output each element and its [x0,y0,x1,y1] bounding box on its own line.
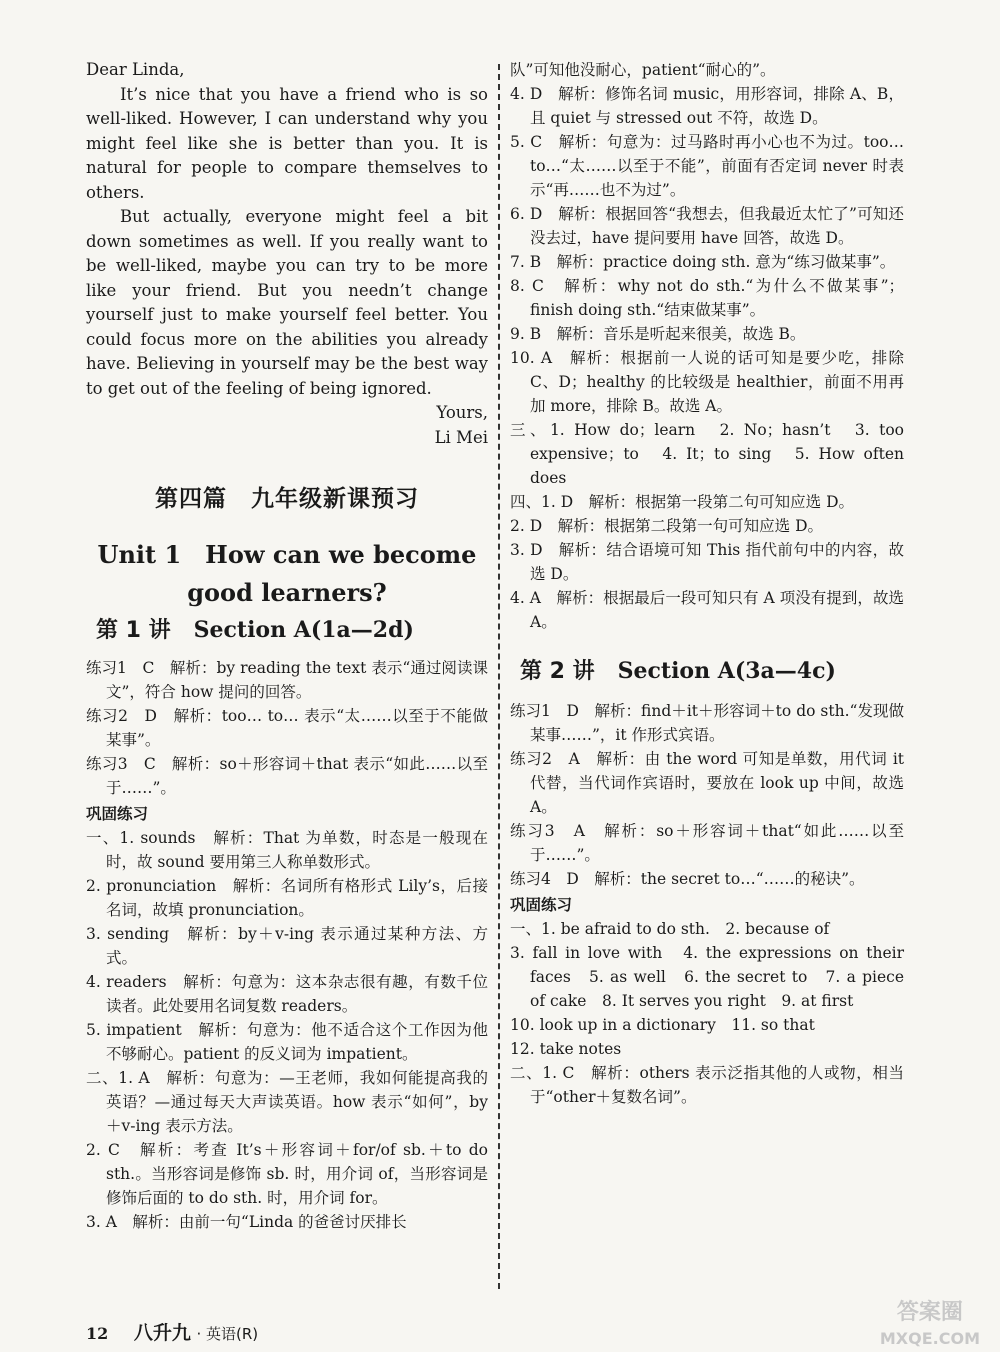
answer-item: 5. C 解析：句意为：过马路时再小心也不为过。too… to…“太……以至于不能”，前面有否定词 never 时表示“再……也不为过”。 [510,133,904,199]
letter-signature: Li Mei [434,427,488,447]
answer-item: 3. sending 解析：by＋v-ing 表示通过某种方法、方式。 [86,925,488,967]
answer-item: 一、1. sounds 解析：That 为单数，时态是一般现在时，故 sound 要用第三人称单数形式。 [86,829,488,871]
watermark [880,1300,980,1352]
left-column [86,58,488,1234]
answer-item: 7. B 解析：practice doing sth. 意为“练习做某事”。 [510,253,896,271]
exercise-item: 练习1 C 解析：by reading the text 表示“通过阅读课文”，符合 how 提问的回答。 [86,659,488,701]
answer-item: 2. D 解析：根据第二段第一句可知应选 D。 [510,517,823,535]
exercise-item: 练习1 D 解析：find＋it＋形容词＋to do sth.“发现做某事……”，it 作形式宾语。 [510,702,904,744]
answer-item: 三、1. How do；learn 2. No；hasn’t 3. too expensive；to 4. It；to sing 5. How often does [510,421,904,487]
answer-item: 2. C 解析：考查 It’s＋形容词＋for/of sb.＋to do sth.。当形容词是修饰 sb. 时，用介词 of，当形容词是修饰后面的 to do sth. 时，用介词 for。 [86,1141,488,1207]
watermark-line-2: MXQE.COM [879,1329,980,1348]
answer-item: 二、1. C 解析：others 表示泛指其他的人或物，相当于“other＋复数名词”。 [510,1064,904,1106]
letter-paragraph-2: But actually, everyone might feel a bit down sometimes as well. If you really want to be well-liked, maybe you can try to be more like your friend. But you needn’t change yourself just to make yourself feel better. You could focus more on the abilities you already have. Believing in yourself may be the best way to get out of the feeling of being ignored. [86,207,488,398]
answer-item: 四、1. D 解析：根据第一段第二句可知应选 D。 [510,493,854,511]
unit-title-line-1: Unit 1 How can we become [97,540,477,569]
right-column [510,58,904,1109]
answer-item: 4. readers 解析：句意为：这本杂志很有趣，有数千位读者。此处要用名词复数 readers。 [86,973,488,1015]
consolidate-heading-1: 巩固练习 [86,805,149,823]
answer-item: 3. D 解析：结合语境可知 This 指代前句中的内容，故选 D。 [510,541,904,583]
answer-item: 4. D 解析：修饰名词 music，用形容词，排除 A、B，且 quiet 与 stressed out 不符，故选 D。 [510,85,904,127]
answer-item: 3. fall in love with 4. the expressions on their faces 5. as well 6. the secret to 7. a piece of cake 8. It serves you right 9. at first [510,944,904,1010]
lecture-2-number: 第 2 讲 [520,659,595,684]
answer-item: 3. A 解析：由前一句“Linda 的爸爸讨厌排长 [86,1213,407,1231]
answer-item: 12. take notes [510,1040,622,1058]
page-number: 12 [86,1324,109,1343]
letter-greeting: Dear Linda, [86,60,185,79]
consolidate-heading-2: 巩固练习 [510,896,573,914]
watermark-line-1: 答案圈 [896,1300,963,1325]
answer-item: 4. A 解析：根据最后一段可知只有 A 项没有提到，故选 A。 [510,589,904,631]
column-divider [498,64,500,1289]
answer-item: 二、1. A 解析：句意为：—王老师，我如何能提高我的英语？—通过每天大声读英语。how 表示“如何”，by＋v-ing 表示方法。 [86,1069,488,1135]
answer-item: 8. C 解析：why not do sth.“为什么不做某事”；finish doing sth.“结束做某事”。 [510,277,904,319]
exercise-item: 练习3 C 解析：so＋形容词＋that 表示“如此……以至于……”。 [86,755,488,797]
page-footer [86,1318,258,1345]
answer-item: 队”可知他没耐心，patient“耐心的”。 [510,61,776,79]
answer-item: 6. D 解析：根据回答“我想去，但我最近太忙了”可知还没去过，have 提问要用 have 回答，故选 D。 [510,205,904,247]
exercise-item: 练习4 D 解析：the secret to…“……的秘诀”。 [510,870,865,888]
exercise-item: 练习2 A 解析：由 the word 可知是单数，用代词 it 代替，当代词作宾语时，要放在 look up 中间，故选 A。 [510,750,904,816]
book-brand: 八升九 [133,1322,191,1344]
exercise-item: 练习2 D 解析：too… to… 表示“太……以至于不能做某事”。 [86,707,488,749]
exercise-item: 练习3 A 解析：so＋形容词＋that“如此……以至于……”。 [510,822,904,864]
answer-item: 10. A 解析：根据前一人说的话可知是要少吃，排除 C、D；healthy 的比较级是 healthier，前面不用再加 more，排除 B。故选 A。 [510,349,904,415]
lecture-1-number: 第 1 讲 [96,618,171,643]
letter-paragraph-1: It’s nice that you have a friend who is so well-liked. However, I can understand why you might feel like she is better than you. It is natural for people to compare themselves to others. [86,84,488,202]
lecture-1-section: Section A(1a—2d) [193,617,414,643]
lecture-2-heading [520,656,904,687]
lecture-2-section: Section A(3a—4c) [617,658,836,684]
letter-closing: Yours, [436,403,488,422]
answer-item: 5. impatient 解析：句意为：他不适合这个工作因为他不够耐心。patient 的反义词为 impatient。 [86,1021,488,1063]
answer-item: 一、1. be afraid to do sth. 2. because of [510,920,830,938]
lecture-1-heading [96,615,488,646]
unit-title-line-2: good learners? [187,578,387,607]
book-subject: · 英语(R) [196,1325,259,1343]
chapter-title: 第四篇 九年级新课预习 [155,486,419,512]
answer-item: 2. pronunciation 解析：名词所有格形式 Lily’s，后接名词，故填 pronunciation。 [86,877,488,919]
answer-item: 10. look up in a dictionary 11. so that [510,1016,815,1034]
answer-item: 9. B 解析：音乐是听起来很美，故选 B。 [510,325,806,343]
